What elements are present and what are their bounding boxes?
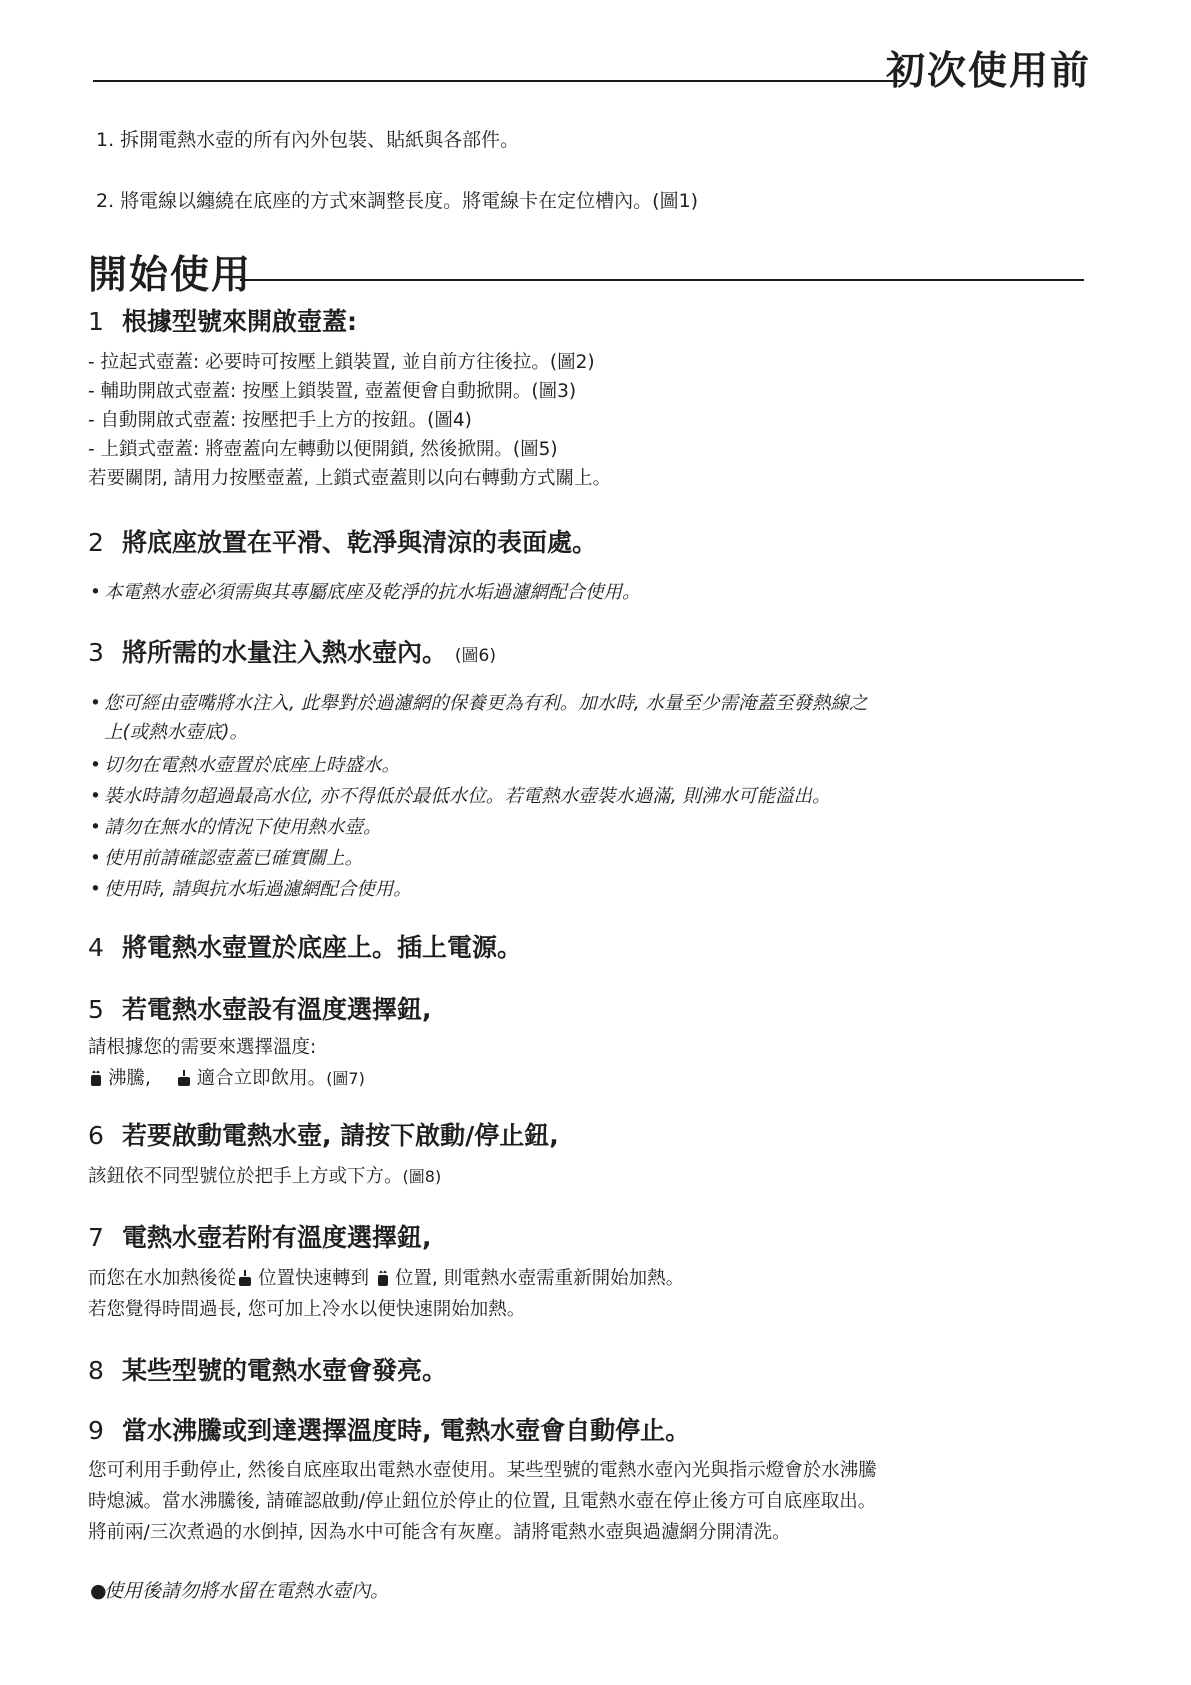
- bullet-dot: •: [90, 693, 101, 714]
- final-note: [90, 1578, 389, 1604]
- bullet-text: 使用時, 請與抗水垢過濾網配合使用。: [104, 879, 412, 900]
- step-number: 2: [88, 528, 104, 557]
- pre-use-item: 1. 拆開電熱水壺的所有內外包裝、貼紙與各部件。: [96, 129, 520, 151]
- bullet-dot: •: [90, 879, 101, 900]
- section-rule: [240, 279, 1084, 281]
- step-5-text: 請根據您的需要來選擇溫度:: [88, 1037, 317, 1058]
- step-7-text: [88, 1266, 684, 1295]
- step-title: 當水沸騰或到達選擇溫度時, 電熱水壺會自動停止。: [121, 1416, 691, 1445]
- step-number: 6: [88, 1121, 104, 1150]
- step-5-temps: [88, 1066, 365, 1095]
- step-title: 某些型號的電熱水壺會發亮。: [121, 1356, 447, 1385]
- step-title: 將電熱水壺置於底座上。插上電源。: [121, 933, 522, 962]
- step-1-item: 若要關閉, 請用力按壓壺蓋, 上鎖式壺蓋則以向右轉動方式關上。: [88, 468, 612, 489]
- step-9-line: 時熄滅。當水沸騰後, 請確認啟動/停止鈕位於停止的位置, 且電熱水壺在停止後方可自底座取出。: [88, 1491, 877, 1512]
- step-title: 將底座放置在平滑、乾淨與清涼的表面處。: [121, 528, 597, 557]
- step-2-bullet: [90, 580, 641, 606]
- step-number: 7: [88, 1223, 104, 1252]
- step-3-bullet: [90, 846, 363, 872]
- bullet-dot: •: [90, 582, 101, 603]
- step-title: 根據型號來開啟壺蓋:: [121, 307, 357, 336]
- step-title: 將所需的水量注入熱水壺內。: [121, 638, 447, 667]
- bullet-dot: •: [90, 755, 101, 776]
- step-7-part: 位置快速轉到: [258, 1268, 370, 1289]
- kettle-boil-icon: [88, 1069, 104, 1095]
- kettle-drink-icon: [175, 1069, 193, 1095]
- step-7-part: 而您在水加熱後從: [88, 1268, 237, 1289]
- bullet-text: 請勿在無水的情況下使用熱水壺。: [104, 817, 382, 838]
- step-title: 若要啟動電熱水壺, 請按下啟動/停止鈕,: [121, 1121, 559, 1150]
- step-3-bullet: [90, 691, 868, 717]
- step-3-heading: [88, 637, 496, 672]
- step-3-bullet: [90, 753, 400, 779]
- step-6-heading: [88, 1120, 559, 1152]
- step-number: 8: [88, 1356, 104, 1385]
- step-8-heading: [88, 1355, 447, 1387]
- header-rule: [93, 80, 905, 82]
- step-9-line: 您可利用手動停止, 然後自底座取出電熱水壺使用。某些型號的電熱水壺內光與指示燈會於水沸騰: [88, 1460, 877, 1481]
- bullet-text: 裝水時請勿超過最高水位, 亦不得低於最低水位。若電熱水壺裝水過滿, 則沸水可能溢出。: [104, 786, 831, 807]
- step-4-heading: [88, 932, 522, 964]
- step-7-heading: [88, 1222, 431, 1254]
- step-1-heading: [88, 306, 357, 338]
- step-1-item: - 自動開啟式壺蓋: 按壓把手上方的按鈕。(圖4): [88, 410, 472, 431]
- step-3-bullet: [90, 784, 831, 810]
- step-number: 3: [88, 638, 104, 667]
- step-3-bullet: [90, 815, 382, 841]
- bullet-dot: ●: [90, 1580, 107, 1602]
- step-title: 若電熱水壺設有溫度選擇鈕,: [121, 995, 432, 1024]
- bullet-dot: •: [90, 817, 101, 838]
- bullet-text: 本電熱水壺必須需與其專屬底座及乾淨的抗水垢過濾網配合使用。: [104, 582, 641, 603]
- section-title: 開始使用: [88, 253, 253, 298]
- header-title: 初次使用前: [885, 49, 1091, 94]
- step-9-line: 將前兩/三次煮過的水倒掉, 因為水中可能含有灰塵。請將電熱水壺與過濾網分開清洗。: [88, 1522, 791, 1543]
- pre-use-item: 2. 將電線以纏繞在底座的方式來調整長度。將電線卡在定位槽內。(圖1): [96, 190, 699, 212]
- figure-ref: (圖6): [454, 646, 497, 666]
- step-1-item: - 上鎖式壺蓋: 將壺蓋向左轉動以便開鎖, 然後掀開。(圖5): [88, 439, 558, 460]
- final-note-text: 使用後請勿將水留在電熱水壺內。: [104, 1580, 390, 1602]
- bullet-dot: •: [90, 848, 101, 869]
- figure-ref: (圖7): [326, 1069, 365, 1088]
- bullet-text: 切勿在電熱水壺置於底座上時盛水。: [104, 755, 401, 776]
- step-number: 4: [88, 933, 104, 962]
- step-5-heading: [88, 994, 431, 1026]
- kettle-drink-icon: [236, 1269, 254, 1295]
- step-6-line: 該鈕依不同型號位於把手上方或下方。: [88, 1166, 403, 1187]
- step-7-text-2: 若您覺得時間過長, 您可加上冷水以便快速開始加熱。: [88, 1299, 526, 1320]
- bullet-text: 您可經由壺嘴將水注入, 此舉對於過濾網的保養更為有利。加水時, 水量至少需淹蓋至發熱線之: [104, 693, 868, 714]
- kettle-boil-icon: [375, 1269, 391, 1295]
- step-number: 1: [88, 307, 104, 336]
- step-9-heading: [88, 1415, 690, 1447]
- step-6-text: [88, 1164, 441, 1190]
- step-number: 9: [88, 1416, 104, 1445]
- step-2-heading: [88, 527, 597, 559]
- bullet-dot: •: [90, 786, 101, 807]
- figure-ref: (圖8): [402, 1167, 442, 1186]
- boil-label: 沸騰,: [108, 1068, 151, 1089]
- step-7-part: 位置, 則電熱水壺需重新開始加熱。: [394, 1268, 685, 1289]
- step-number: 5: [88, 995, 104, 1024]
- drink-label: 適合立即飲用。: [196, 1068, 327, 1089]
- step-1-item: - 輔助開啟式壺蓋: 按壓上鎖裝置, 壺蓋便會自動掀開。(圖3): [88, 381, 577, 402]
- step-3-bullet-continuation: 上(或熱水壺底)。: [104, 722, 248, 743]
- bullet-text: 使用前請確認壺蓋已確實關上。: [104, 848, 364, 869]
- step-3-bullet: [90, 877, 412, 903]
- step-1-item: - 拉起式壺蓋: 必要時可按壓上鎖裝置, 並自前方往後拉。(圖2): [88, 352, 595, 373]
- step-title: 電熱水壺若附有溫度選擇鈕,: [121, 1223, 432, 1252]
